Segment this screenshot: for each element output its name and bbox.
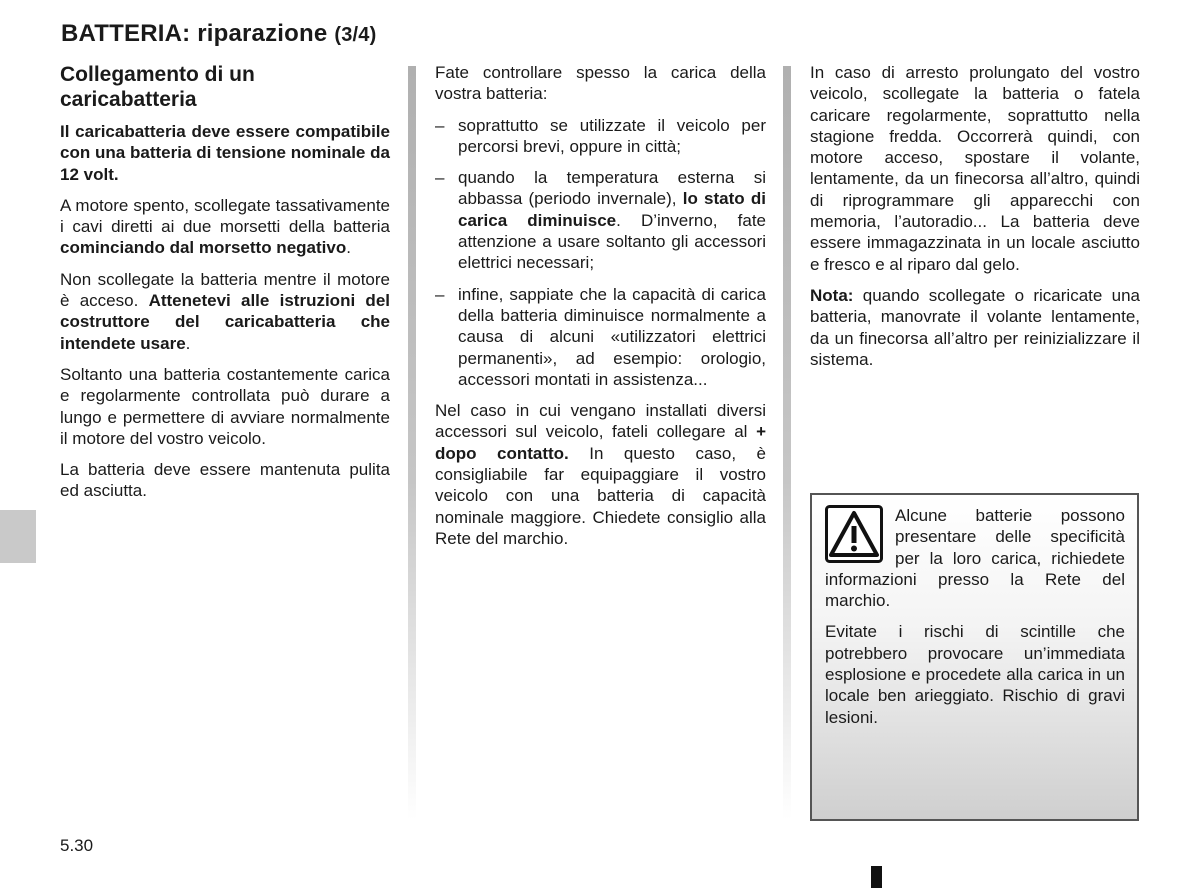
warning-box xyxy=(810,493,1139,821)
page-number: 5.30 xyxy=(60,836,94,855)
column-left xyxy=(60,62,390,512)
chapter-side-tab xyxy=(0,510,36,563)
page-title-suffix: (3/4) xyxy=(334,24,377,46)
section-heading: Collegamento di un caricabatteria xyxy=(60,63,255,111)
battery-cleanliness-text: La batteria deve essere mantenuta pulita ed asciutta. xyxy=(60,460,390,501)
column-divider xyxy=(783,66,791,820)
column-divider xyxy=(408,66,416,820)
column-right xyxy=(810,62,1140,380)
check-charge-intro: Fate controllare spesso la carica della vostra batteria: xyxy=(435,63,766,104)
page-title-text: BATTERIA: riparazione xyxy=(61,20,328,47)
battery-durability-text: Soltanto una batteria costantemente carica e regolarmente controllata può durare a lungo e permettere di avviare normalmente il motore del vostro veicolo. xyxy=(60,364,390,448)
charger-requirement-text: Il caricabatteria deve essere compatibile con una batteria di tensione nominale da 12 volt. xyxy=(60,122,390,184)
column-middle xyxy=(435,62,766,559)
disconnect-instructions: A motore spento, scollegate tassativamente i cavi diretti ai due morsetti della batteria cominciando dal morsetto negativo. xyxy=(60,195,390,258)
warning-triangle-icon xyxy=(825,505,883,563)
check-charge-list xyxy=(435,115,766,391)
engine-running-warning: Non scollegate la batteria mentre il motore è acceso. Attenetevi alle istruzioni del costruttore del caricabatteria che intendete usare. xyxy=(60,269,390,353)
list-item: – infine, sappiate che la capacità di carica della batteria diminuisce normalmente a causa di alcuni «utilizzatori elettrici permanenti», ad esempio: orologio, accessori montati in assistenza... xyxy=(435,284,766,389)
page-title xyxy=(61,19,376,50)
warning-text-1: Alcune batterie possono presentare delle specificità per la loro carica, richiedete informazioni presso la Rete del marchio. xyxy=(825,506,1125,611)
accessories-text: Nel caso in cui vengano installati diversi accessori sul veicolo, fateli collegare al + dopo contatto. In questo caso, è consigliabile far equipaggiare il vostro veicolo con una batteria di capacità nominale maggiore. Chiedete consiglio alla Rete del marchio. xyxy=(435,401,767,548)
page-edge-marker xyxy=(871,866,882,888)
note-text: Nota: quando scollegate o ricaricate una batteria, manovrate il volante lentamente, da un finecorsa all’altro per reinizializzare il sistema. xyxy=(810,285,1140,369)
list-item: – soprattutto se utilizzate il veicolo per percorsi brevi, oppure in città; xyxy=(435,115,766,156)
storage-instructions: In caso di arresto prolungato del vostro veicolo, scollegate la batteria o fatela caricare regolarmente, soprattutto nella stagione fredda. Occorrerà quindi, con motore acceso, spostare il volante, lentamente, da un finecorsa all’altro, quindi di riprogrammare gli apparecchi con memoria, l’autoradio... La batteria deve essere immagazzinata in un locale asciutto e fresco e al riparo dal gelo. xyxy=(810,63,1140,274)
warning-text-2: Evitate i rischi di scintille che potrebbero provocare un’immediata esplosione e procedete alla carica in un locale ben arieggiato. Rischio di gravi lesioni. xyxy=(825,622,1125,727)
list-item: – quando la temperatura esterna si abbassa (periodo invernale), lo stato di carica diminuisce. D’inverno, fate attenzione a usare soltanto gli accessori elettrici necessari; xyxy=(435,168,767,273)
